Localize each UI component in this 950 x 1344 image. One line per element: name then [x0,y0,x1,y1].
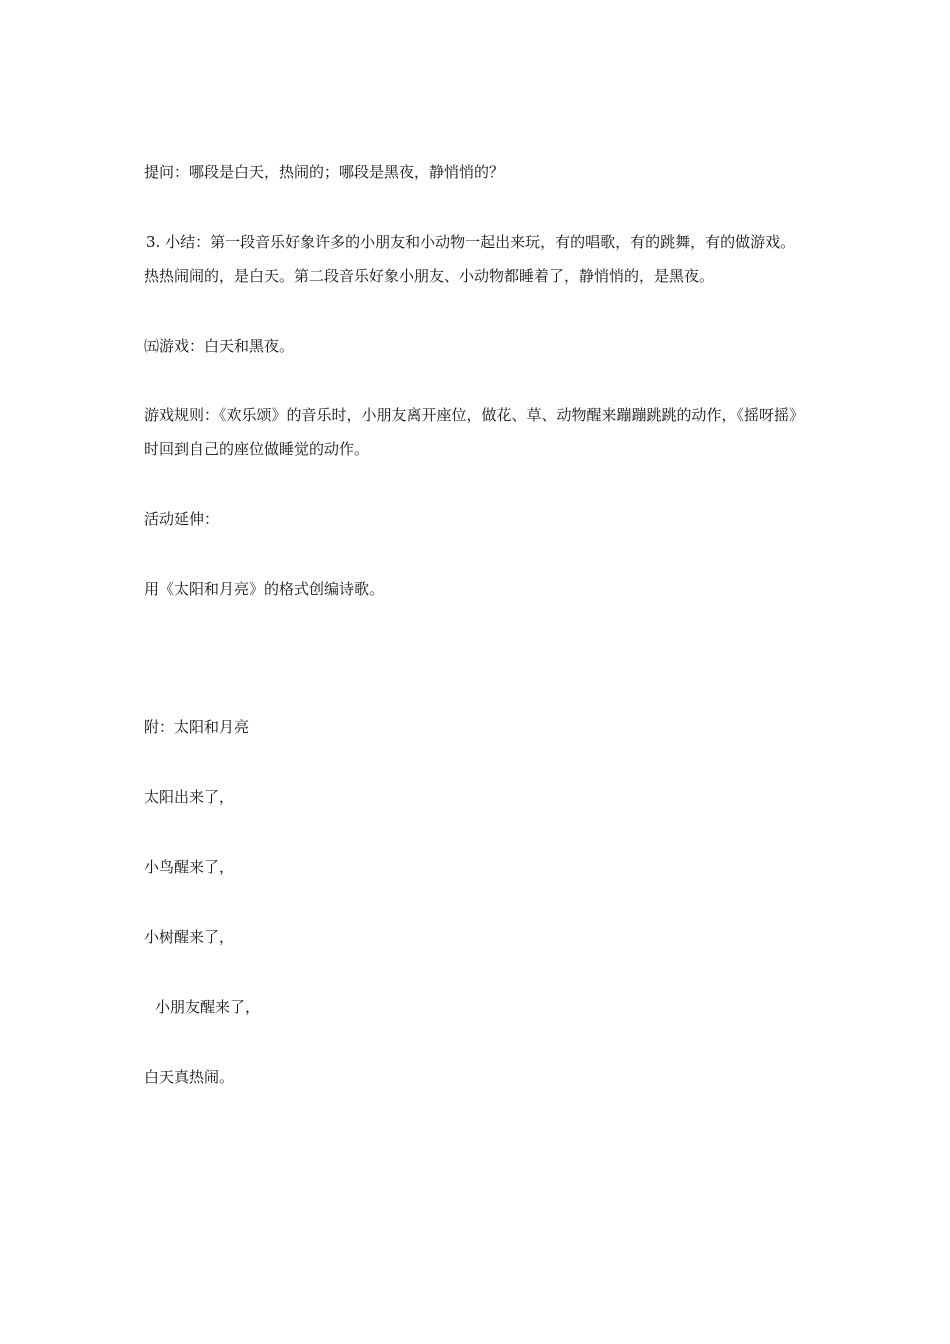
extension-title: 活动延伸： [144,510,220,528]
poem-line: 小鸟醒来了， [144,858,235,876]
poem-line: 小树醒来了， [144,928,235,946]
game-title: ㈤游戏：白天和黑夜。 [144,337,295,355]
summary-line-1: 3. 小结：第一段音乐好象许多的小朋友和小动物一起出来玩，有的唱歌，有的跳舞，有的做游戏。 [146,233,796,251]
question-text: 提问：哪段是白天，热闹的；哪段是黑夜，静悄悄的？ [144,163,505,181]
rules-line-2: 时回到自己的座位做睡觉的动作。 [144,440,370,458]
poem-line: 太阳出来了， [144,788,235,806]
rules-line-1: 游戏规则：《欢乐颂》的音乐时，小朋友离开座位，做花、草、动物醒来蹦蹦跳跳的动作，《摇呀摇》 [144,406,805,424]
summary-line-2: 热热闹闹的，是白天。第二段音乐好象小朋友、小动物都睡着了，静悄悄的，是黑夜。 [144,267,715,285]
extension-text: 用《太阳和月亮》的格式创编诗歌。 [144,580,385,598]
poem-line: 白天真热闹。 [144,1068,235,1086]
appendix-title: 附：太阳和月亮 [144,718,250,736]
poem-line: 小朋友醒来了， [155,998,261,1016]
